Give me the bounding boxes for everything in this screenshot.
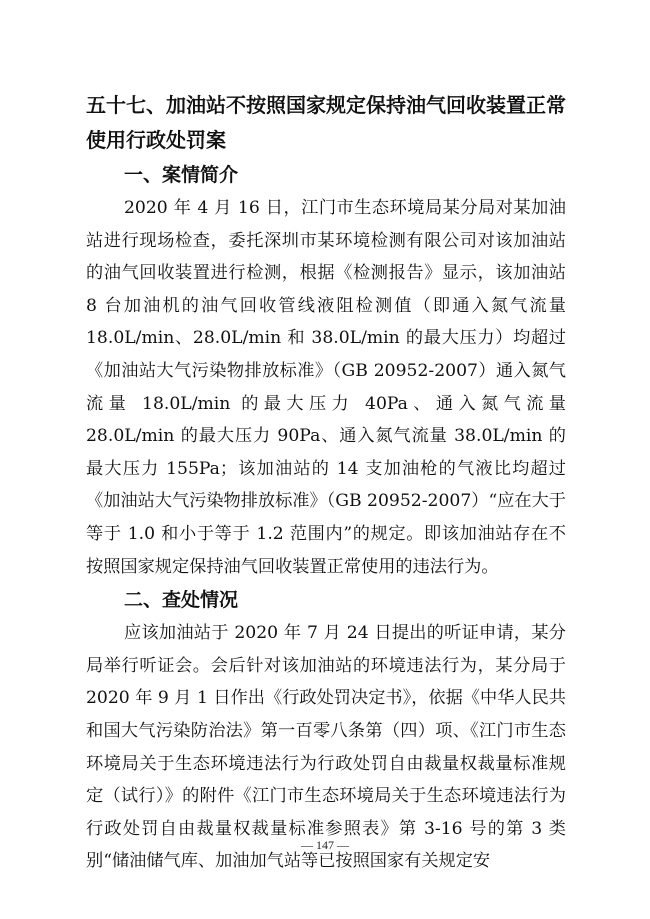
document-body	[86, 88, 566, 878]
section-heading-case-summary: 一、案情简介	[124, 164, 239, 186]
page-number: — 147 —	[301, 838, 349, 852]
case-summary-paragraph: 2020 年 4 月 16 日，江门市生态环境局某分局对某加油站进行现场检查，委托深圳市某环境检测有限公司对该加油站的油气回收装置进行检测，根据《检测报告》显示，该加油站 8 台加油机的油气回收管线液阻检测值（即通入氮气流量 18.0L/min、28.0L/min 和 38.0L/min 的最大压力）均超过《加油站大气污染物排放标准》（GB 20952-2007）通入氮气流量 18.0L/min 的最大压力 40Pa、通入氮气流量 28.0L/min 的最大压力 90Pa、通入氮气流量 38.0L/min 的最大压力 155Pa；该加油站的 14 支加油枪的气液比均超过《加油站大气污染物排放标准》（GB 20952-2007）“应在大于等于 1.0 和小于等于 1.2 范围内”的规定。即该加油站存在不按照国家规定保持油气回收装置正常使用的违法行为。	[86, 198, 566, 577]
investigation-paragraph: 应该加油站于 2020 年 7 月 24 日提出的听证申请，某分局举行听证会。会后针对该加油站的环境违法行为，某分局于 2020 年 9 月 1 日作出《行政处罚决定书》，依据《中华人民共和国大气污染防治法》第一百零八条第（四）项、《江门市生态环境局关于生态环境违法行为行政处罚自由裁量权裁量标准规定（试行）》的附件《江门市生态环境局关于生态环境违法行为行政处罚自由裁量权裁量标准参照表》第 3-16 号的第 3 类别“储油储气库、加油加气站等已按照国家有关规定安	[86, 623, 566, 872]
case-title: 五十七、加油站不按照国家规定保持油气回收装置正常使用行政处罚案	[86, 93, 566, 152]
section-heading-investigation: 二、查处情况	[124, 589, 239, 612]
